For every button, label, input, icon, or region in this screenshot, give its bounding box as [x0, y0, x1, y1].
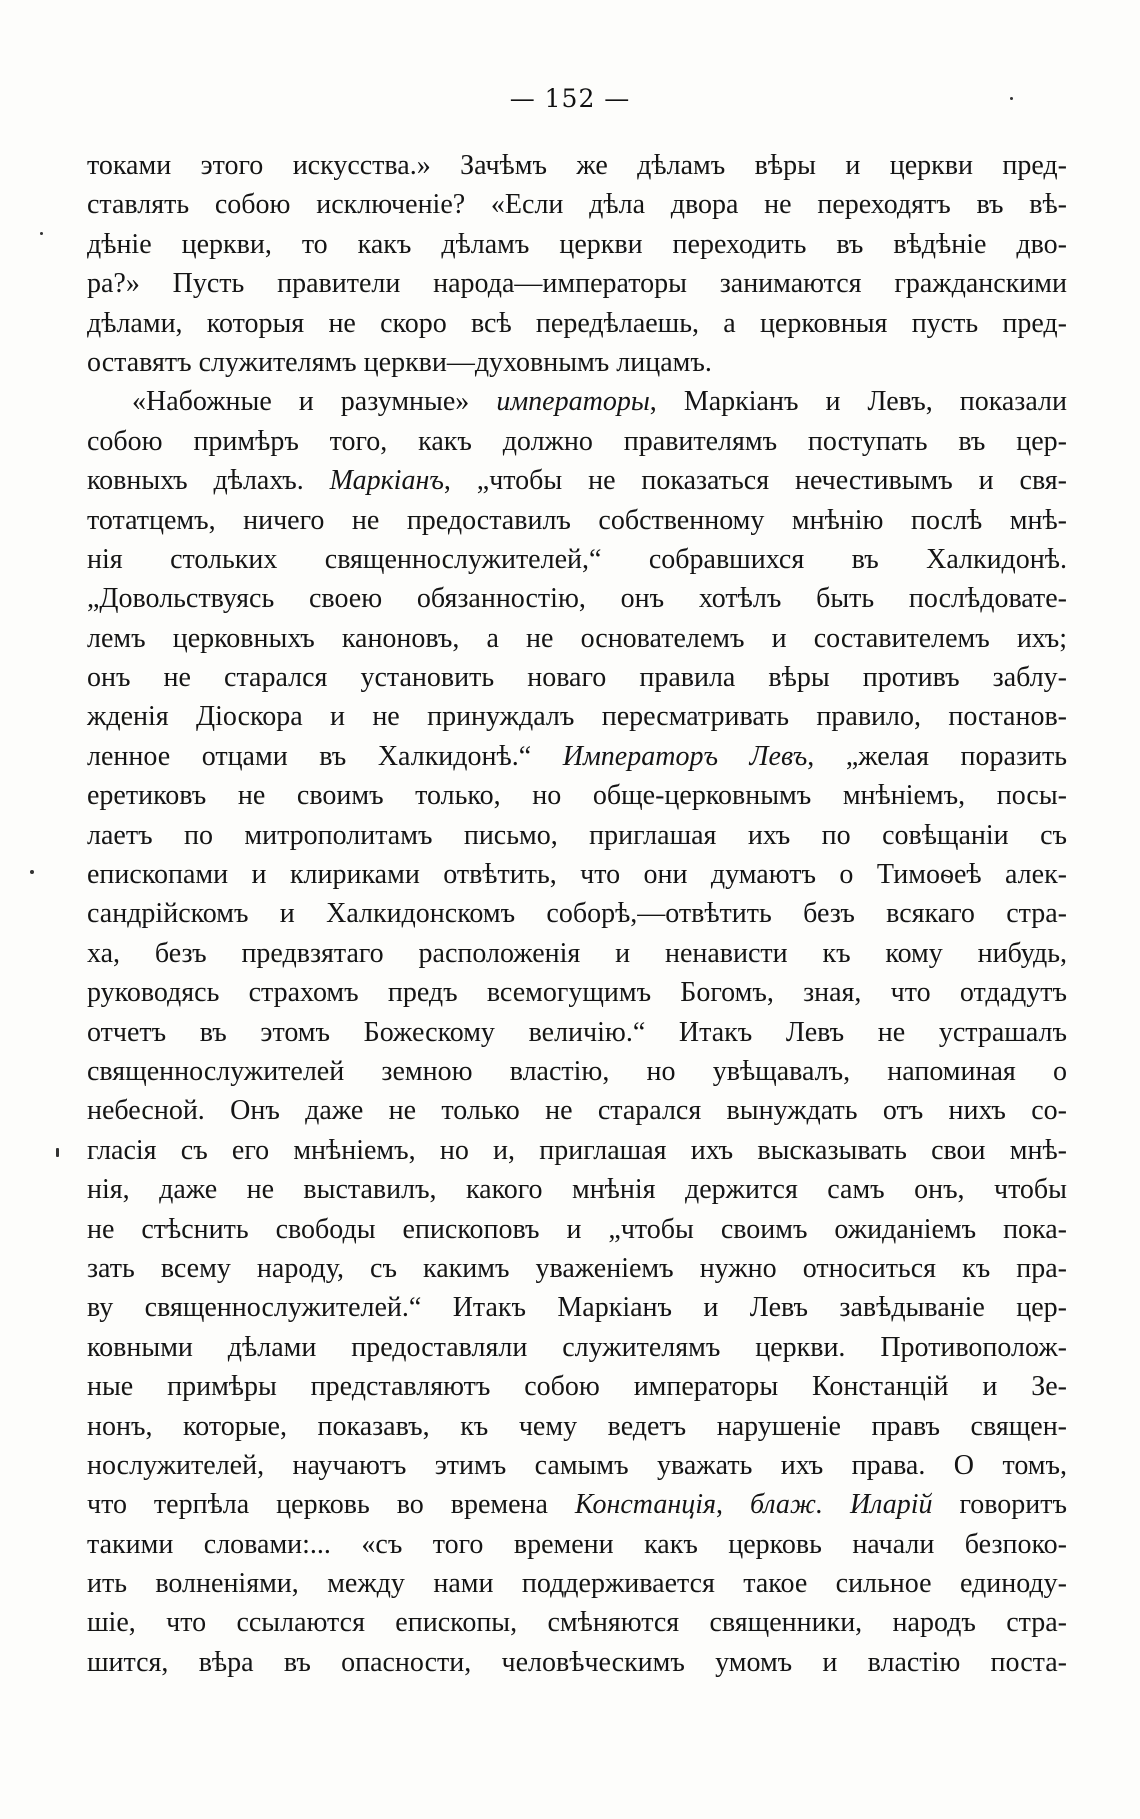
text-segment: нонъ, которые, показавъ, къ чему ведетъ нарушенiе правъ священ-: [87, 1410, 1067, 1442]
text-line: [87, 382, 1067, 421]
text-line: [87, 1367, 1067, 1406]
text-line: [87, 1643, 1067, 1682]
text-line: [87, 1564, 1067, 1603]
text-segment: шiе, что ссылаются епископы, смѣняются священники, народъ стра-: [87, 1607, 1067, 1639]
text-line: [87, 1288, 1067, 1327]
text-segment: оставятъ служителямъ церкви—духовнымъ лицамъ.: [87, 346, 712, 378]
text-line: [87, 973, 1067, 1012]
text-segment: «Набожные и разумные»: [132, 386, 497, 418]
text-segment: зать всему народу, съ какимъ уваженiемъ нужно относиться къ пра-: [87, 1252, 1067, 1284]
text-line: [87, 737, 1067, 776]
text-line: [87, 1603, 1067, 1642]
text-line: [87, 1170, 1067, 1209]
print-speck: [56, 1148, 59, 1157]
text-segment: что терпѣла церковь во времена: [87, 1489, 575, 1521]
text-segment: сандрiйскомъ и Халкидонскомъ соборѣ,—отвѣтить безъ всякаго стра-: [87, 898, 1067, 930]
text-segment: жденiя Дiоскора и не принуждалъ пересматривать правило, постанов-: [87, 701, 1067, 733]
text-segment: ву священнослужителей.“ Итакъ Маркiанъ и Левъ завѣдыванiе цер-: [87, 1292, 1067, 1324]
text-segment: ха, безъ предвзятаго расположенiя и ненависти къ кому нибудь,: [87, 937, 1067, 969]
text-segment: ные примѣры представляютъ собою императоры Констанцiй и Зе-: [87, 1371, 1067, 1403]
text-line: [87, 579, 1067, 618]
text-line: [87, 816, 1067, 855]
text-line: [87, 1131, 1067, 1170]
text-line: [87, 422, 1067, 461]
text-segment: ленное отцами въ Халкидонѣ.“: [87, 740, 563, 772]
text-segment: епископами и клириками отвѣтить, что они думаютъ о Тимоѳеѣ алек-: [87, 859, 1067, 891]
text-segment: „Довольствуясь своею обязанностiю, онъ хотѣлъ быть послѣдовате-: [87, 583, 1067, 615]
text-line: [87, 304, 1067, 343]
text-line: [87, 461, 1067, 500]
text-line: [87, 1328, 1067, 1367]
text-line: [87, 934, 1067, 973]
text-segment: ,: [716, 1489, 750, 1521]
text-line: [87, 225, 1067, 264]
text-segment: гласiя съ его мнѣнiемъ, но и, приглашая ихъ высказывать свои мнѣ-: [87, 1134, 1067, 1166]
text-segment: руководясь страхомъ предъ всемогущимъ Богомъ, зная, что отдадутъ: [87, 977, 1067, 1009]
body-text: [87, 146, 1067, 1682]
page-number: — 152 —: [509, 84, 631, 113]
text-line: [87, 1210, 1067, 1249]
text-segment: небесной. Онъ даже не только не старался вынуждать отъ нихъ со-: [87, 1095, 1067, 1127]
text-segment: ковныхъ дѣлахъ.: [87, 465, 330, 497]
text-line: [87, 1013, 1067, 1052]
text-line: [87, 1485, 1067, 1524]
text-segment: токами этого искусства.» Зачѣмъ же дѣламъ вѣры и церкви пред-: [87, 150, 1067, 181]
text-segment: еретиковъ не своимъ только, но обще-церковнымъ мнѣнiемъ, посы-: [87, 780, 1067, 812]
text-segment: онъ не старался установить новаго правила вѣры противъ заблу-: [87, 662, 1067, 694]
text-segment: шится, вѣра въ опасности, человѣческимъ умомъ и властiю поста-: [87, 1646, 1067, 1678]
text-line: [87, 1091, 1067, 1130]
text-segment: отчетъ въ этомъ Божескому величiю.“ Итакъ Левъ не устрашалъ: [87, 1016, 1067, 1048]
text-line: [87, 1249, 1067, 1288]
text-segment: не стѣснить свободы епископовъ и „чтобы своимъ ожиданiемъ пока-: [87, 1213, 1067, 1245]
text-segment: дѣнiе церкви, то какъ дѣламъ церкви переходить въ вѣдѣнiе дво-: [87, 228, 1067, 260]
text-segment: ить волненiями, между нами поддерживается такое сильное единоду-: [87, 1568, 1067, 1600]
text-segment: лаетъ по митрополитамъ письмо, приглашая ихъ по совѣщанiи съ: [87, 819, 1067, 851]
text-segment: нiя, даже не выставилъ, какого мнѣнiя держится самъ онъ, чтобы: [87, 1174, 1067, 1206]
italic-text: Маркiанъ: [329, 465, 444, 497]
text-segment: , „чтобы не показаться нечестивымъ и свя-: [443, 465, 1067, 497]
text-segment: священнослужителей земною властiю, но увѣщавалъ, напоминая о: [87, 1055, 1067, 1087]
print-speck: [1010, 97, 1013, 100]
text-line: [87, 1052, 1067, 1091]
text-segment: лемъ церковныхъ каноновъ, а не основателемъ и составителемъ ихъ;: [87, 622, 1067, 654]
text-segment: нослужителей, научаютъ этимъ самымъ уважать ихъ права. О томъ,: [87, 1449, 1067, 1481]
text-segment: собою примѣръ того, какъ должно правителямъ поступать въ цер-: [87, 425, 1067, 457]
text-line: [87, 343, 1067, 382]
text-line: [87, 855, 1067, 894]
text-line: [87, 501, 1067, 540]
text-line: [87, 658, 1067, 697]
text-segment: ковными дѣлами предоставляли служителямъ церкви. Противополож-: [87, 1331, 1067, 1363]
text-line: [87, 540, 1067, 579]
text-line: [87, 1407, 1067, 1446]
text-segment: такими словами:... «съ того времени какъ церковь начали безпоко-: [87, 1528, 1067, 1560]
text-segment: говоритъ: [932, 1489, 1068, 1521]
text-segment: тотатцемъ, ничего не предоставилъ собственному мнѣнiю послѣ мнѣ-: [87, 504, 1067, 536]
text-line: [87, 619, 1067, 658]
italic-text: Констанцiя: [574, 1489, 717, 1521]
text-line: [87, 185, 1067, 224]
italic-text: блаж. Иларiй: [750, 1489, 933, 1521]
text-line: [87, 697, 1067, 736]
text-line: [87, 264, 1067, 303]
print-speck: [40, 232, 43, 235]
italic-text: императоры: [496, 386, 650, 418]
text-line: [87, 1446, 1067, 1485]
text-line: [87, 894, 1067, 933]
italic-text: Императоръ Левъ: [562, 740, 808, 772]
text-segment: ра?» Пусть правители народа—императоры занимаются гражданскими: [87, 268, 1067, 300]
text-segment: ставлять собою исключенiе? «Если дѣла двора не переходятъ въ вѣ-: [87, 189, 1067, 221]
print-speck: [30, 870, 34, 874]
text-segment: , „желая поразить: [807, 740, 1067, 772]
text-segment: дѣлами, которыя не скоро всѣ передѣлаешь, а церковныя пусть пред-: [87, 307, 1067, 339]
text-line: [87, 146, 1067, 185]
text-segment: , Маркiанъ и Левъ, показали: [649, 386, 1067, 418]
text-line: [87, 776, 1067, 815]
text-segment: нiя стольких священнослужителей,“ собравшихся въ Халкидонѣ.: [87, 543, 1067, 575]
text-line: [87, 1525, 1067, 1564]
